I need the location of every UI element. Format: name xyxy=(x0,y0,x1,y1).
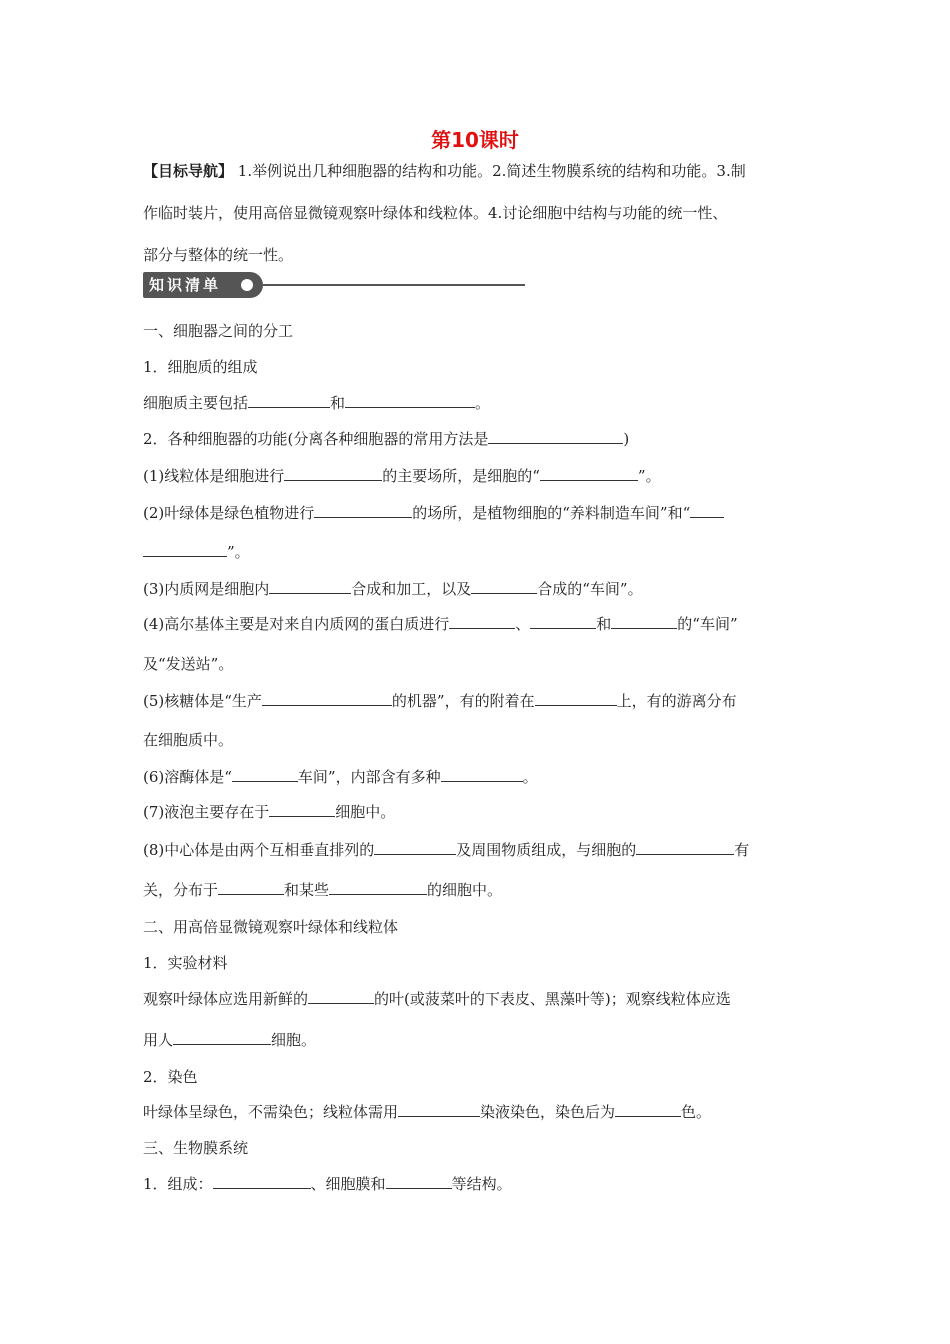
text-line: 细胞质主要包括 和 。 xyxy=(143,394,491,412)
text-line: (8)中心体是由两个互相垂直排列的 及周围物质组成，与细胞的 有 xyxy=(143,841,750,859)
fill-blank[interactable] xyxy=(308,989,374,1004)
text-line: 在细胞质中。 xyxy=(143,731,234,749)
fill-blank[interactable] xyxy=(262,691,392,706)
fill-blank[interactable] xyxy=(173,1030,271,1045)
fill-blank[interactable] xyxy=(386,1174,452,1189)
section-heading-3: 三、生物膜系统 xyxy=(143,1139,249,1157)
text-line: 叶绿体呈绿色，不需染色；线粒体需用 染液染色，染色后为 色。 xyxy=(143,1103,712,1121)
goal-tag: 【目标导航】 xyxy=(143,162,234,180)
goal-line-2: 作临时装片，使用高倍显微镜观察叶绿体和线粒体。4.讨论细胞中结构与功能的统一性、 xyxy=(143,204,728,222)
fill-blank[interactable] xyxy=(345,393,475,408)
fill-blank[interactable] xyxy=(690,503,724,518)
section-heading-2: 二、用高倍显微镜观察叶绿体和线粒体 xyxy=(143,918,399,936)
fill-blank[interactable] xyxy=(535,691,617,706)
text-line: 1．组成： 、细胞膜和 等结构。 xyxy=(143,1175,512,1193)
fill-blank[interactable] xyxy=(248,393,330,408)
fill-blank[interactable] xyxy=(449,614,515,629)
fill-blank[interactable] xyxy=(232,767,298,782)
fill-blank[interactable] xyxy=(269,579,351,594)
fill-blank[interactable] xyxy=(615,1102,681,1117)
fill-blank[interactable] xyxy=(329,880,427,895)
text-line: (4)高尔基体主要是对来自内质网的蛋白质进行 、 和 的“车间” xyxy=(143,615,738,633)
text-line: 关，分布于 和某些 的细胞中。 xyxy=(143,881,503,899)
text-line: 用人 细胞。 xyxy=(143,1031,317,1049)
fill-blank[interactable] xyxy=(636,840,734,855)
text-line: 及“发送站”。 xyxy=(143,655,234,673)
circle-icon xyxy=(241,279,253,291)
learning-goals xyxy=(143,150,811,276)
fill-blank[interactable] xyxy=(441,767,523,782)
text-line: (2)叶绿体是绿色植物进行 的场所，是植物细胞的“养料制造车间”和“ xyxy=(143,502,724,523)
fill-blank[interactable] xyxy=(213,1174,311,1189)
text-line: (5)核糖体是“生产 的机器”，有的附着在 上，有的游离分布 xyxy=(143,692,737,710)
subheading-1-1: 1．细胞质的组成 xyxy=(143,358,258,376)
goal-line-1: 【目标导航】 1.举例说出几种细胞器的结构和功能。2.简述生物膜系统的结构和功能。3.制 xyxy=(143,162,746,180)
fill-blank[interactable] xyxy=(143,542,227,557)
section-heading-1: 一、细胞器之间的分工 xyxy=(143,322,294,340)
text-line: ”。 xyxy=(143,541,250,562)
text-line: (6)溶酶体是“ 车间”，内部含有多种 。 xyxy=(143,768,538,786)
goal-line-3: 部分与整体的统一性。 xyxy=(143,246,294,264)
subheading-2-2: 2．染色 xyxy=(143,1068,198,1086)
fill-blank[interactable] xyxy=(269,802,335,817)
fill-blank[interactable] xyxy=(540,466,638,481)
text-line: (1)线粒体是细胞进行 的主要场所，是细胞的“ ”。 xyxy=(143,467,661,485)
fill-blank[interactable] xyxy=(471,579,537,594)
text-line: (3)内质网是细胞内 合成和加工，以及 合成的“车间”。 xyxy=(143,580,643,598)
section-banner xyxy=(143,272,525,298)
fill-blank[interactable] xyxy=(218,880,284,895)
fill-blank[interactable] xyxy=(314,503,412,518)
banner-label: 知识清单 xyxy=(143,272,263,298)
fill-blank[interactable] xyxy=(611,614,677,629)
fill-blank[interactable] xyxy=(398,1102,480,1117)
text-line: 2．各种细胞器的功能(分离各种细胞器的常用方法是 ) xyxy=(143,430,630,448)
page-title: 第10课时 xyxy=(431,128,519,152)
subheading-2-1: 1．实验材料 xyxy=(143,954,228,972)
fill-blank[interactable] xyxy=(284,466,382,481)
text-line: 观察叶绿体应选用新鲜的 的叶(或菠菜叶的下表皮、黑藻叶等)；观察线粒体应选 xyxy=(143,990,731,1008)
banner-divider xyxy=(263,284,525,286)
text-line: (7)液泡主要存在于 细胞中。 xyxy=(143,803,396,821)
fill-blank[interactable] xyxy=(530,614,596,629)
fill-blank[interactable] xyxy=(488,429,623,444)
fill-blank[interactable] xyxy=(374,840,456,855)
